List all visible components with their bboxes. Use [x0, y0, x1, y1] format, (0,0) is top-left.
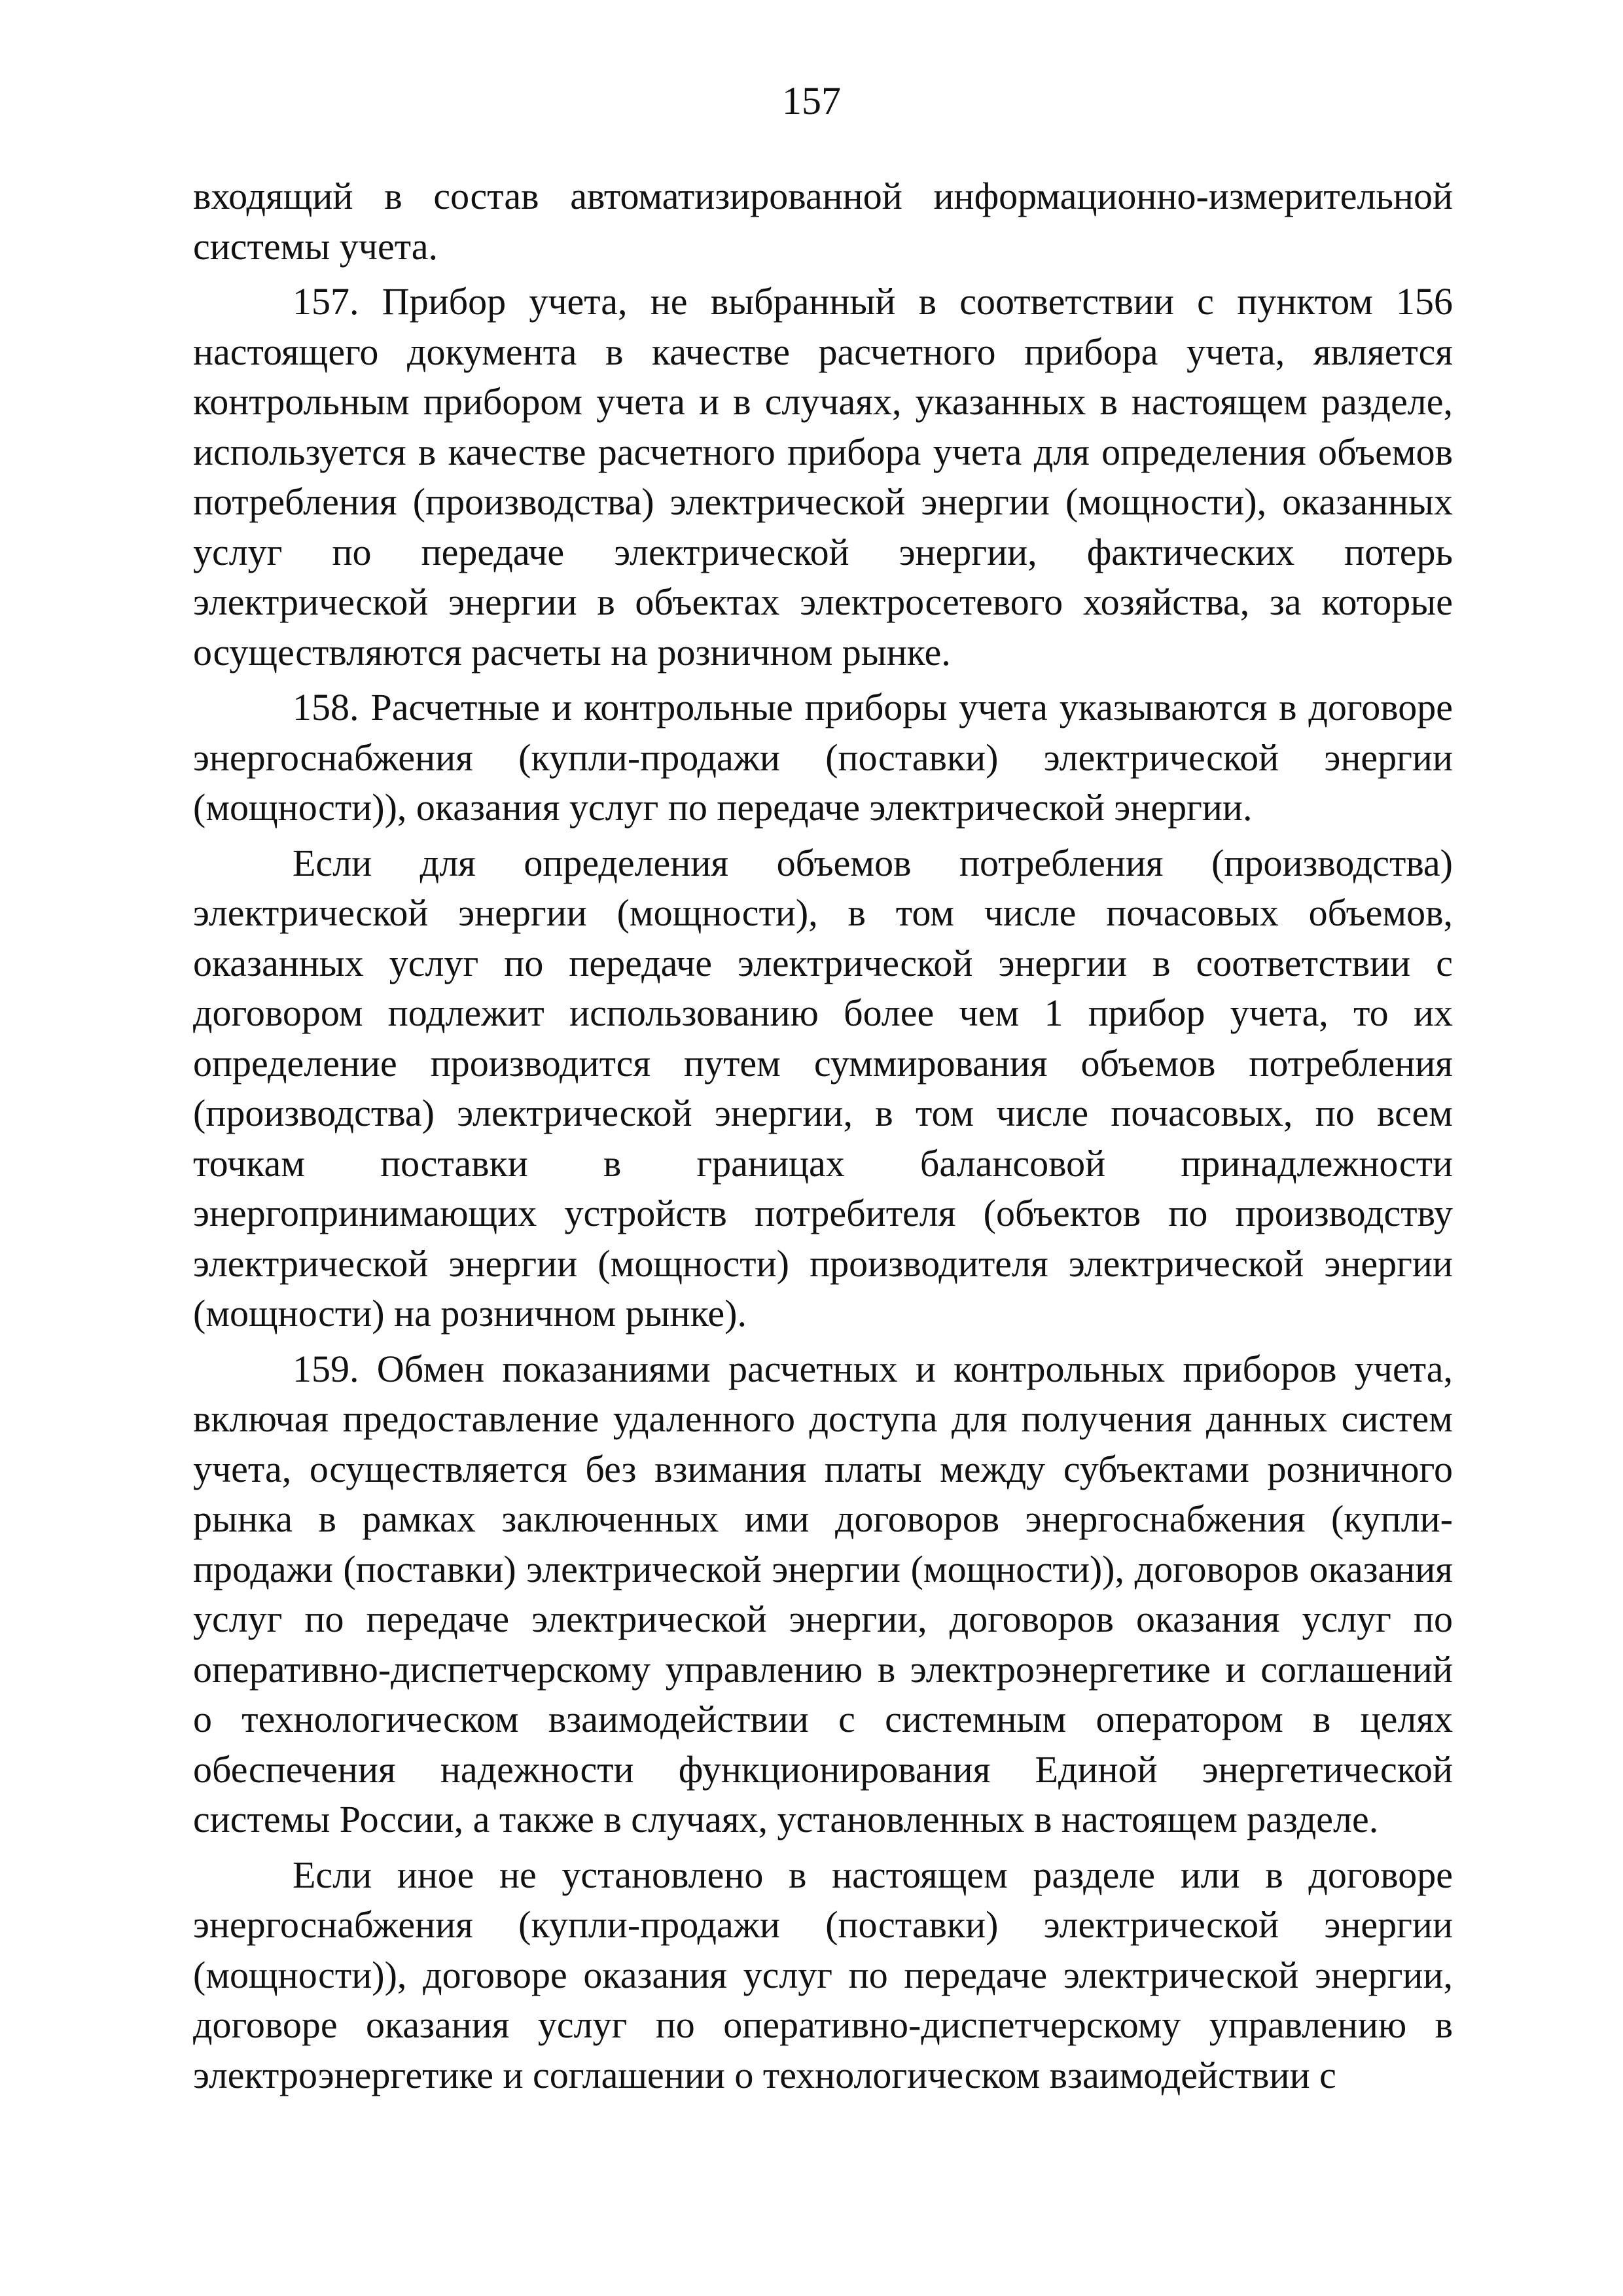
paragraph-159-continued: Если иное не установлено в настоящем разделе или в договоре энергоснабжения (купли-продажи (поставки) электрической энергии (мощности)), договоре оказания услуг по передаче электрической энергии, договоре оказания услуг по оперативно-диспетчерскому управлению в электроэнергетике и соглашении о технологическом взаимодействии с [193, 1853, 1453, 2096]
page-body [193, 171, 1453, 2106]
paragraph-157: 157. Прибор учета, не выбранный в соответствии с пунктом 156 настоящего документа в качестве расчетного прибора учета, является контрольным прибором учета и в случаях, указанных в настоящем разделе, используется в качестве расчетного прибора учета для определения объемов потребления (производства) электрической энергии (мощности), оказанных услуг по передаче электрической энергии, фактических потерь электрической энергии в объектах электросетевого хозяйства, за которые осуществляются расчеты на розничном рынке. [193, 280, 1453, 673]
paragraph-158: 158. Расчетные и контрольные приборы учета указываются в договоре энергоснабжения (купли-продажи (поставки) электрической энергии (мощности)), оказания услуг по передаче электрической энергии. [193, 686, 1453, 829]
page-number: 157 [782, 79, 841, 122]
paragraph-158-continued: Если для определения объемов потребления (производства) электрической энергии (мощности), в том числе почасовых объемов, оказанных услуг по передаче электрической энергии в соответствии с договором подлежит использованию более чем 1 прибор учета, то их определение производится путем суммирования объемов потребления (производства) электрической энергии, в том числе почасовых, по всем точкам поставки в границах балансовой принадлежности энергопринимающих устройств потребителя (объектов по производству электрической энергии (мощности) производителя электрической энергии (мощности) на розничном рынке). [193, 841, 1453, 1335]
paragraph-continuation: входящий в состав автоматизированной информационно-измерительной системы учета. [193, 175, 1453, 268]
paragraph-159: 159. Обмен показаниями расчетных и контрольных приборов учета, включая предоставление удаленного доступа для получения данных систем учета, осуществляется без взимания платы между субъектами розничного рынка в рамках заключенных ими договоров энергоснабжения (купли-продажи (поставки) электрической энергии (мощности)), договоров оказания услуг по передаче электрической энергии, договоров оказания услуг по оперативно-диспетчерскому управлению в электроэнергетике и соглашений о технологическом взаимодействии с системным оператором в целях обеспечения надежности функционирования Единой энергетической системы России, а также в случаях, установленных в настоящем разделе. [193, 1347, 1453, 1840]
